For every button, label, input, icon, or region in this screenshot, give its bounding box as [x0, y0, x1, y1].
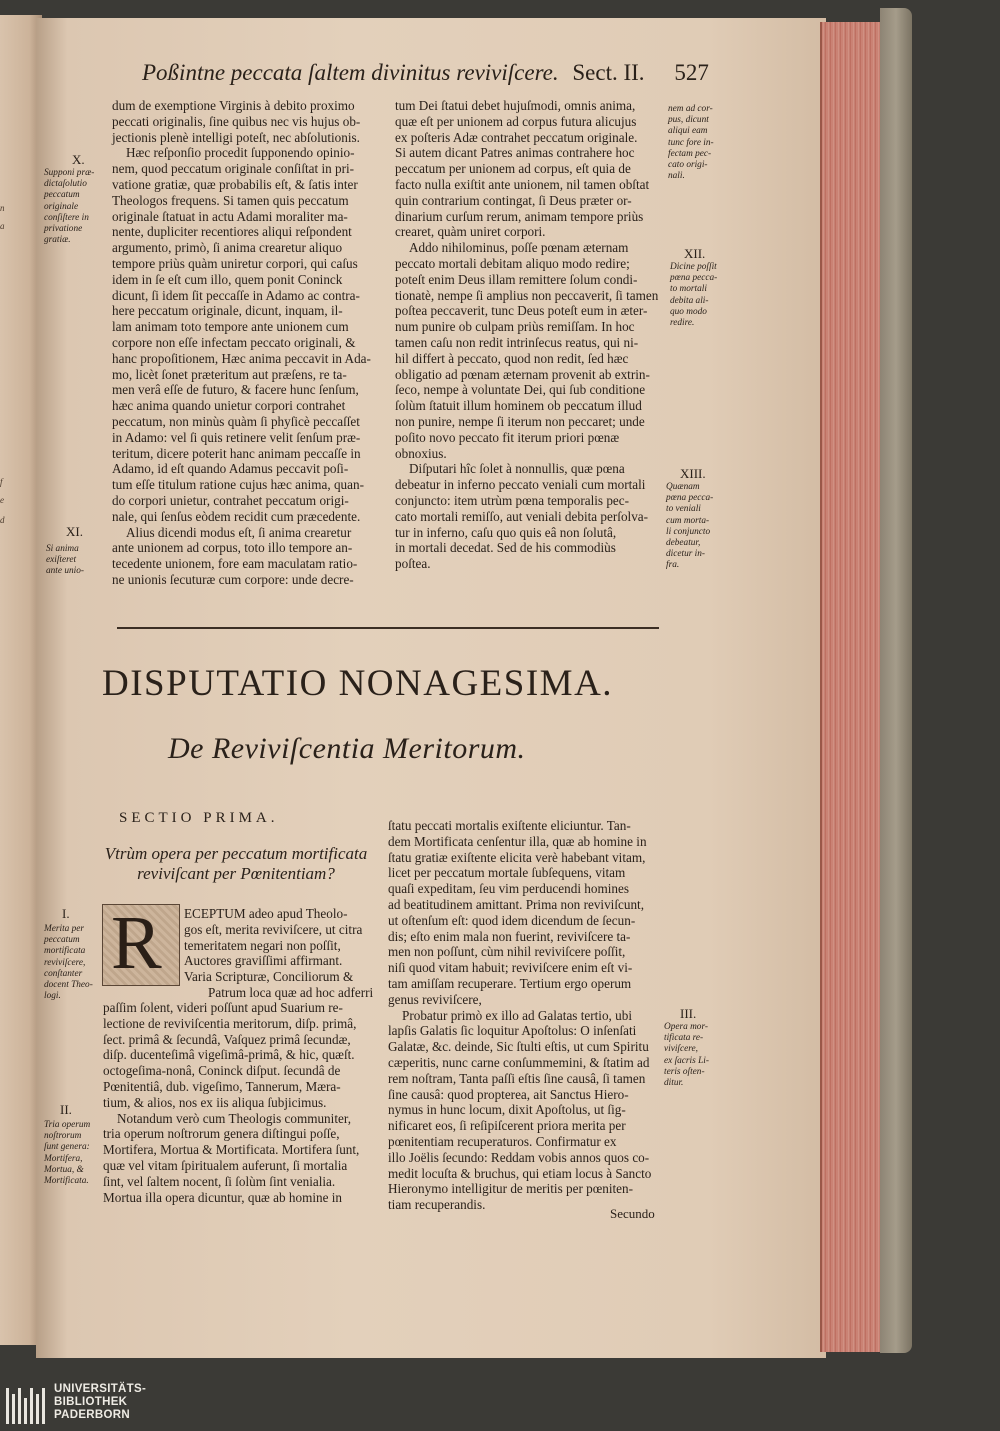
text-line: dis; eſto enim mala non fuerint, reviviſcere ta-: [388, 928, 631, 944]
text-line: dem Mortificata cenſentur illa, quæ ab homine in: [388, 833, 647, 849]
text-line: hæc anima quando unietur corpori contrahet: [112, 398, 346, 414]
margin-note-line: Supponi præ-: [44, 168, 95, 178]
left-page-fragment: a: [0, 221, 5, 231]
margin-note-line: reviviſcere,: [44, 957, 86, 968]
page-block-edge: [820, 22, 884, 1352]
text-line: idem in ſe eſt cum illo, quem ponit Coninck: [112, 271, 343, 287]
margin-note-line: dicetur in-: [666, 549, 705, 560]
text-line: corpore non eſſe infectam peccato originali, &: [112, 334, 356, 350]
margin-note-line: conſiſtere in: [44, 212, 89, 223]
text-line: argumento, primò, ſi anima crearetur aliquo: [112, 240, 343, 256]
text-line: Theologos frequens. Si tamen quis peccatum: [112, 192, 349, 208]
text-line: do corpori unietur, contrahet peccatum origi-: [112, 492, 349, 508]
margin-note-line: ante unio-: [46, 566, 84, 577]
margin-note-line: Mortua, &: [44, 1164, 84, 1175]
margin-note-line: to veniali: [666, 504, 701, 515]
text-line: Diſputari hîc ſolet à nonnullis, quæ pœna: [409, 461, 625, 477]
margin-number-ii: II.: [60, 1102, 72, 1117]
margin-note-line: li conjuncto: [666, 526, 711, 537]
margin-note-line: peccatum: [44, 935, 80, 946]
section-label: Sect. II.: [572, 60, 645, 85]
text-line: vatione gratiæ, quæ probabilis eſt, & ſatis inter: [112, 176, 358, 192]
text-line: conjuncto: item utrùm pœna temporalis pec-: [395, 492, 630, 508]
text-line: paſſim ſolent, videri poſſunt apud Suarium re-: [103, 1000, 343, 1015]
text-line: crearet, quàm uniret corpori.: [395, 224, 546, 240]
library-name-line: PADERBORN: [54, 1409, 130, 1421]
margin-note-line: teris oſten-: [664, 1066, 705, 1077]
text-line: Auctores graviſſimi affirmant.: [184, 953, 343, 969]
disputatio-title: DISPUTATIO NONAGESIMA.: [102, 663, 614, 704]
text-line: Mortifera, Mortua & Mortificata. Mortifera ſunt,: [103, 1142, 360, 1158]
text-line: dicunt, ſi idem ſit peccaſſe in Adamo ac contra-: [112, 287, 360, 303]
library-name: [54, 1383, 146, 1422]
margin-note-line: docent Theo-: [44, 980, 93, 991]
text-line: Mortua illa opera dicuntur, quæ ab homine in: [103, 1189, 342, 1205]
text-line: non punire, nempe ſi iterum non peccaret; unde: [395, 413, 645, 429]
question-line: Vtrùm opera per peccatum mortificata: [104, 844, 368, 863]
text-line: dinarium curſum rerum, animam tempore priùs: [395, 208, 644, 224]
text-line: teritum, dicere poterit hanc animam peccaſſe in: [112, 445, 361, 461]
text-line: ex poſteris Adæ contrahet peccatum originale.: [395, 129, 638, 145]
text-line: lam animam toto tempore ante unionem cum: [112, 319, 349, 335]
margin-note-xi: [46, 544, 84, 578]
text-line: genus reviviſcere,: [388, 991, 482, 1007]
text-line: Pœnitentiâ, dub. vigeſimo, Tannerum, Mæra-: [103, 1078, 341, 1094]
bottom-left-first-lines: [184, 906, 373, 1001]
text-line: poſito novo peccato fit iterum priori pœnæ: [395, 429, 620, 445]
text-line: medit locuſta & bruchus, qui etiam locus à Sancto: [388, 1165, 652, 1181]
text-line: nificaret eos, ſi reſipiſcerent priora merita per: [388, 1118, 626, 1134]
margin-number-iii: III.: [680, 1006, 697, 1021]
margin-note-line: gratiæ.: [44, 235, 71, 246]
text-line: quæ vel vitam ſpiritualem auferunt, ſi mortalia: [103, 1157, 348, 1173]
margin-note-line: ex ſacris Li-: [664, 1055, 709, 1066]
margin-note-line: cato origi-: [668, 160, 708, 171]
text-line: nente, dupliciter recentiores aliqui reſpondent: [112, 224, 352, 240]
text-line: ad beatitudinem amittant. Prima non reviviſcunt,: [388, 896, 644, 912]
text-line: temeritatem negari non poſſit,: [184, 937, 341, 953]
margin-note-right-top: [668, 104, 714, 182]
text-line: Notandum verò cum Theologis communiter,: [117, 1110, 351, 1126]
margin-number-xii: XII.: [684, 246, 706, 261]
margin-note-line: tunc fore in-: [668, 137, 714, 148]
text-line: Si autem dicant Patres animas contrahere hoc: [395, 145, 635, 161]
text-line: in mortali decedat. Sed de his commodiùs: [395, 540, 616, 556]
top-left-column: [112, 98, 371, 588]
disputatio-subtitle: De Reviviſcentia Meritorum.: [168, 732, 526, 765]
text-line: ante unionem ad corpus, toto illo tempore an-: [112, 540, 353, 556]
drop-cap-initial: [102, 901, 180, 986]
text-line: ſeco, nempe à voluntate Dei, qui ſub conditione: [395, 382, 646, 398]
text-line: tiam recuperandis.: [388, 1197, 486, 1213]
text-line: obnoxius.: [395, 445, 447, 461]
running-header: [142, 60, 709, 86]
text-line: obligatio ad pœnam æternam provenit ab extrin-: [395, 366, 650, 382]
margin-note-line: conſtanter: [44, 968, 83, 979]
text-line: quaſi expeditam, ſeu vim perducendi homines: [388, 881, 629, 897]
text-line: peccato mortali debitam aliquo modo redire;: [395, 255, 630, 271]
text-line: tamen caſu non redit intrinſecus reatus, qui ni-: [395, 334, 639, 350]
text-line: ECEPTUM adeo apud Theolo-: [184, 906, 348, 921]
text-line: cato mortali remiſſo, aut veniali debita perſolva-: [395, 508, 649, 524]
margin-number-i: I.: [62, 906, 70, 921]
text-line: men verâ eſſe de futuro, & facere hunc ſenſum,: [112, 382, 359, 398]
margin-note-line: Opera mor-: [664, 1022, 708, 1032]
margin-note-line: pus, dicunt: [668, 115, 709, 126]
text-line: tecedente unionem, fore eam maculatam ratio-: [112, 556, 358, 572]
text-line: diſp. ducenteſimâ vigeſimâ-primâ, & hic, quæſt.: [103, 1047, 355, 1063]
question-title: [98, 844, 374, 884]
text-line: jectionis plenè intelligi poteſt, nec abſolutionis.: [112, 129, 360, 145]
page-number: 527: [674, 60, 709, 85]
text-line: ſtatu peccati mortalis exiſtente eliciuntur. Tan-: [388, 818, 631, 833]
text-line: Alius dicendi modus eſt, ſi anima crearetur: [126, 524, 352, 540]
margin-note-ii: [44, 1120, 90, 1187]
text-line: ne unionis ſecuturæ cum corpore: unde decre-: [112, 571, 354, 587]
text-line: Probatur primò ex illo ad Galatas tertio, ubi: [402, 1007, 632, 1023]
catchword: Secundo: [610, 1206, 655, 1221]
margin-note-line: fectam pec-: [668, 148, 712, 159]
margin-note-line: originale: [44, 201, 79, 212]
margin-note-xiii: [666, 482, 713, 572]
text-line: tum eſſe titulum ratione cujus hæc anima, quan-: [112, 477, 364, 493]
text-line: debeatur in inferno peccato veniali cum mortali: [395, 477, 646, 493]
margin-note-line: viviſcere,: [664, 1044, 698, 1055]
text-line: hil differt à peccato, quod non redit, ſed hæc: [395, 350, 629, 366]
text-line: in Adamo: vel ſi quis retinere velit ſenſum præ-: [112, 429, 361, 445]
margin-note-line: ditur.: [664, 1078, 684, 1089]
book-cover: [880, 8, 912, 1353]
margin-note-line: debeatur,: [666, 538, 701, 549]
margin-note-iii: [664, 1022, 709, 1089]
margin-note-i: [44, 924, 93, 1002]
text-line: niſi quod vitam habuit; reviviſcere enim eſt vi-: [388, 960, 633, 976]
text-line: Patrum loca quæ ad hoc adferri: [208, 984, 374, 1000]
bottom-left-column: [103, 1000, 359, 1205]
drop-cap-letter: R: [111, 901, 162, 985]
text-line: Addo nihilominus, poſſe pœnam æternam: [409, 240, 629, 256]
text-line: dum de exemptione Virginis à debito proximo: [112, 98, 355, 113]
margin-note-line: noſtrorum: [44, 1131, 82, 1142]
text-line: tionatè, nempe ſi amplius non peccaverit, ſi tamen: [395, 287, 659, 303]
text-line: tum Dei ſtatui debet hujuſmodi, omnis anima,: [395, 98, 636, 113]
margin-number-xiii: XIII.: [680, 466, 706, 481]
text-line: men non poſſunt, cùm nihil reviviſcere poſſit,: [388, 944, 626, 960]
left-page-fragment: d: [0, 515, 5, 525]
text-line: Galatæ, &c. deinde, Sic ſtulti eſtis, ut cum Spiritu: [388, 1039, 649, 1055]
margin-note-line: dictaſolutio: [44, 179, 87, 190]
margin-number-xi: XI.: [66, 524, 83, 539]
text-line: hanc propoſitionem, Hæc anima peccavit in Ada-: [112, 350, 371, 366]
question-line: reviviſcant per Pœnitentiam?: [137, 864, 335, 883]
text-line: peccatum per unionem ad corpus, eſt quia de: [395, 161, 631, 177]
margin-note-line: to mortali: [670, 284, 707, 295]
text-line: Varia Scripturæ, Conciliorum &: [184, 969, 354, 985]
text-line: facto nulla exiſtit ante unionem, nil tamen obſtat: [395, 176, 650, 192]
margin-note-line: fra.: [666, 560, 680, 571]
text-line: poſtea.: [395, 556, 431, 572]
text-line: num punire ob culpam priùs remiſſam. In hoc: [395, 319, 635, 335]
margin-note-line: cum morta-: [666, 515, 710, 526]
margin-note-line: exiſteret: [46, 555, 77, 566]
running-title: Poßintne peccata ſaltem divinitus reviviſcere.: [142, 60, 559, 85]
text-line: quæ eſt per unionem ad corpus futura alicujus: [395, 113, 637, 129]
text-line: gos eſt, merita reviviſcere, ut citra: [184, 921, 363, 937]
library-logo-icon: [6, 1388, 50, 1424]
margin-note-line: aliqui eam: [668, 126, 708, 137]
text-line: here peccatum originale, dicunt, inquam, il-: [112, 303, 343, 319]
margin-note-line: Mortifera,: [44, 1153, 83, 1164]
margin-note-line: privatione: [44, 224, 83, 235]
margin-note-line: pœna pecca-: [666, 493, 714, 504]
margin-note-line: nem ad cor-: [668, 104, 713, 114]
text-line: octogeſima-nonâ, Coninck diſput. ſecundâ de: [103, 1063, 341, 1079]
section-divider-rule: [117, 627, 659, 629]
margin-note-line: mortificata: [44, 946, 86, 957]
margin-number-x: X.: [72, 152, 85, 167]
text-line: lectione de reviviſcentia meritorum, diſp. primâ,: [103, 1015, 357, 1031]
text-line: quin contrarium contingat, ſi Deus præter or-: [395, 192, 632, 208]
top-right-column: [395, 98, 658, 572]
margin-note-line: Si anima: [46, 544, 79, 554]
text-line: nale, qui ſenſus eòdem recidit cum præcedente.: [112, 508, 361, 524]
text-line: ſtatu gratiæ exiſtente elicita verè habebant vitam,: [388, 849, 646, 865]
margin-note-line: peccatum: [44, 190, 80, 201]
text-line: ſine causâ: quod propterea, ait Sanctus Hiero-: [388, 1086, 629, 1102]
text-line: mo, licèt ſonet præteritum aut præſens, re ta-: [112, 366, 347, 382]
text-line: licet per peccatum mortale ſubſequens, vitam: [388, 865, 626, 881]
text-line: poteſt enim Deus illam remittere ſolum condi-: [395, 271, 638, 287]
footer-bar: [0, 1381, 1000, 1431]
text-line: ut oſtenſum eſt: quod idem dicendum de ſecun-: [388, 912, 636, 928]
text-line: nymus in hunc locum, dixit Apoſtolus, ut ſig-: [388, 1102, 626, 1118]
margin-note-line: Dicine poſſit: [670, 262, 717, 272]
text-line: Hieronymo intelligitur de meritis per pœniten-: [388, 1181, 634, 1197]
text-line: Adamo, id eſt quando Adamus peccavit poſi-: [112, 461, 349, 477]
margin-note-x: [44, 168, 94, 246]
text-line: pœnitentiam recuperaturos. Confirmatur ex: [388, 1133, 617, 1149]
text-line: ſolùm ſtatuit illum hominem ob peccatum illud: [395, 398, 642, 414]
library-name-line: BIBLIOTHEK: [54, 1396, 128, 1408]
left-page-fragment: n: [0, 203, 5, 213]
text-line: peccati originalis, ſine quibus nec vis hujus ob-: [112, 113, 361, 129]
margin-note-line: Tria operum: [44, 1120, 91, 1130]
bottom-right-column: [388, 818, 651, 1213]
text-line: Hæc reſponſio procedit ſupponendo opinio-: [126, 145, 355, 161]
sectio-label: SECTIO PRIMA.: [119, 810, 279, 826]
margin-note-line: logi.: [44, 991, 61, 1002]
text-line: tempore priùs quàm uniretur corpori, qui caſus: [112, 255, 358, 271]
text-line: tam amiſſam recuperare. Tertium ergo operum: [388, 975, 632, 991]
text-line: ſect. primâ & ſecundâ, Vaſquez primâ ſecundæ,: [103, 1031, 351, 1047]
text-line: tium, & alios, nos ex iis aliqua ſubjicimus.: [103, 1094, 327, 1110]
margin-note-line: debita ali-: [670, 295, 709, 306]
margin-note-line: ſunt genera:: [44, 1142, 90, 1153]
text-line: poſtea peccaverit, tunc Deus poteſt eum in æter-: [395, 303, 648, 319]
text-line: nem, quod peccatum originale conſiſtat in pri-: [112, 161, 355, 177]
margin-note-xii: [670, 262, 717, 329]
margin-note-line: nali.: [668, 171, 685, 182]
text-line: cæperitis, nunc carne conſummemini, & ſtatim ad: [388, 1054, 650, 1070]
text-line: illo Joëlis ſecundo: Reddam vobis annos quos co-: [388, 1149, 650, 1165]
margin-note-line: Mortificata.: [44, 1176, 89, 1187]
text-line: peccatum, non minùs quàm ſi phyſicè peccaſſet: [112, 413, 360, 429]
margin-note-line: quo modo: [670, 306, 707, 317]
text-line: originale ſtatuat in actu Adami moraliter ma-: [112, 208, 348, 224]
text-line: tria operum noſtrorum genera diſtingui poſſe,: [103, 1126, 340, 1142]
text-line: ſint, vel ſaltem nocent, ſi ſolùm ſint venialia.: [103, 1173, 336, 1189]
text-line: rem noſtram, Tanta paſſi eſtis ſine causâ, ſi tamen: [388, 1070, 646, 1086]
library-name-line: UNIVERSITÄTS-: [54, 1383, 147, 1395]
margin-note-line: pœna pecca-: [670, 273, 718, 284]
margin-note-line: redire.: [670, 318, 695, 329]
margin-note-line: tificata re-: [664, 1033, 704, 1044]
text-line: tur in inferno, caſu quo quis eâ non ſolutâ,: [395, 524, 617, 540]
margin-note-line: Quænam: [666, 482, 700, 492]
left-page-fragment: f: [0, 477, 3, 487]
left-page-fragment: e: [0, 495, 4, 505]
margin-note-line: Merita per: [44, 924, 85, 934]
text-line: lapſis Galatis ſic loquitur Apoſtolus: O inſenſati: [388, 1023, 637, 1039]
